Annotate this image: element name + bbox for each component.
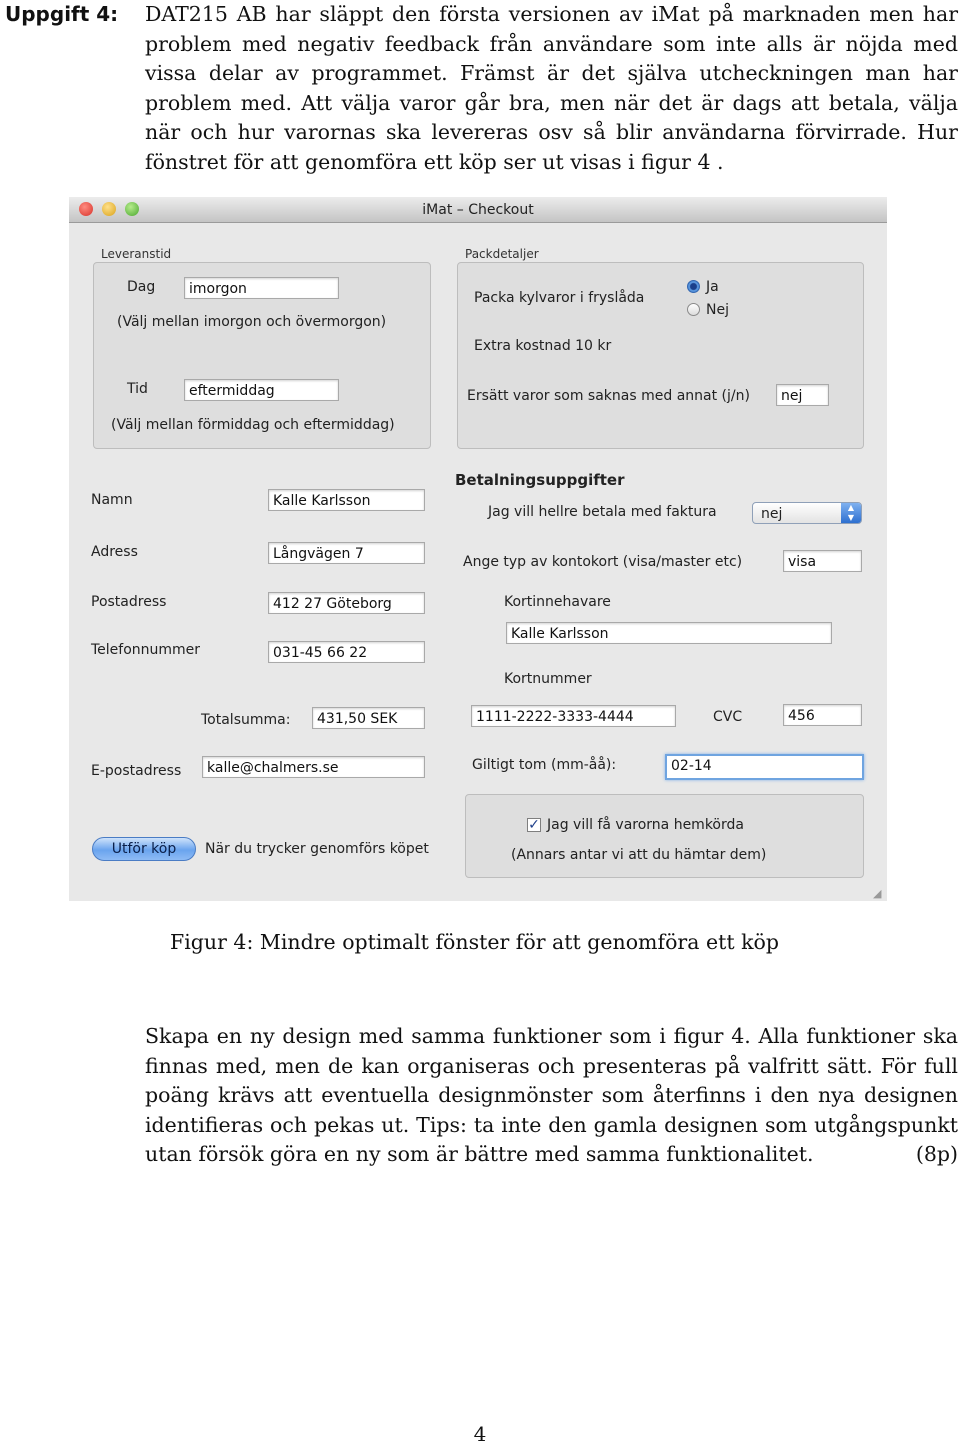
total-label: Totalsumma: [201, 712, 291, 728]
delivery-hint: (Annars antar vi att du hämtar dem) [511, 847, 767, 863]
telefon-field[interactable]: 031-45 66 22 [268, 641, 425, 663]
delivery-checkbox[interactable]: ✓ [528, 817, 540, 833]
packdetaljer-title: Packdetaljer [465, 247, 539, 261]
namn-field[interactable]: Kalle Karlsson [268, 489, 425, 511]
tid-label: Tid [127, 381, 148, 397]
delivery-group [465, 794, 864, 878]
dag-field[interactable]: imorgon [184, 277, 339, 299]
task-points: (8p) [915, 1142, 958, 1166]
kortyp-field[interactable]: visa [783, 550, 862, 572]
total-field: 431,50 SEK [312, 707, 425, 729]
delivery-checkbox-label: Jag vill få varorna hemkörda [547, 817, 744, 833]
task-label: Uppgift 4: [5, 2, 119, 26]
window-title: iMat – Checkout [422, 202, 534, 218]
cvc-field[interactable]: 456 [783, 704, 862, 726]
telefon-label: Telefonnummer [91, 642, 201, 658]
epost-field[interactable]: kalle@chalmers.se [202, 756, 425, 778]
innehavare-field[interactable]: Kalle Karlsson [506, 622, 832, 644]
innehavare-label: Kortinnehavare [504, 594, 611, 610]
freezer-label: Packa kylvaror i fryslåda [474, 290, 645, 306]
giltig-label: Giltigt tom (mm-åå): [472, 757, 617, 773]
radio-nej-label: Nej [706, 302, 729, 318]
postadress-field[interactable]: 412 27 Göteborg [268, 592, 425, 614]
select-arrows-icon: ▲ ▼ [841, 503, 861, 523]
namn-label: Namn [91, 492, 133, 508]
leveranstid-title: Leveranstid [101, 247, 172, 261]
kortnummer-field[interactable]: 1111-2222-3333-4444 [471, 705, 676, 727]
postadress-label: Postadress [91, 594, 167, 610]
kortyp-label: Ange typ av kontokort (visa/master etc) [463, 554, 743, 570]
task-text: Skapa en ny design med samma funktioner som i figur 4. Alla funktioner ska finnas med, men de kan organiseras och presenteras på valfritt sätt. För full poäng krävs att eventuella designmönster som återfinns i den nya designen identifieras och pekas ut. Tips: ta inte den gamla designen som utgångspunkt utan försök göra en ny som är bättre med samma funktionalitet. [145, 1024, 958, 1166]
faktura-select-value: nej [761, 506, 783, 522]
utfor-kop-button[interactable]: Utför köp [92, 837, 196, 861]
replace-label: Ersätt varor som saknas med annat (j/n) [467, 388, 750, 404]
intro-paragraph: DAT215 AB har släppt den första versionen av iMat på marknaden men har problem med negativ feedback från användare som inte alls är nöjda med vissa delar av programmet. Främst är det själva utcheckningen man har problem med. Att välja varor går bra, men när det är dags att betala, välja när och hur varornas ska levereras osv så blir användarna förvirrade. Hur fönstret för att genomföra ett köp ser ut visas i figur 4 . [145, 2, 958, 174]
tid-hint: (Välj mellan förmiddag och eftermiddag) [111, 417, 395, 433]
adress-label: Adress [91, 544, 138, 560]
task-paragraph [145, 1022, 958, 1170]
replace-field[interactable]: nej [776, 384, 829, 406]
radio-ja[interactable] [687, 280, 700, 293]
giltig-field[interactable]: 02-14 [665, 754, 864, 780]
radio-nej[interactable] [687, 303, 700, 316]
radio-ja-label: Ja [706, 279, 719, 295]
window-titlebar [69, 197, 887, 223]
page-number: 4 [473, 1422, 487, 1446]
cvc-label: CVC [713, 709, 743, 725]
kortnummer-label: Kortnummer [504, 671, 592, 687]
resize-grip-icon[interactable]: ◢ [873, 887, 882, 900]
dag-hint: (Välj mellan imorgon och övermorgon) [117, 314, 387, 330]
extra-cost-text: Extra kostnad 10 kr [474, 338, 612, 354]
adress-field[interactable]: Långvägen 7 [268, 542, 425, 564]
payment-title: Betalningsuppgifter [455, 471, 625, 489]
checkout-window [69, 197, 887, 901]
tid-field[interactable]: eftermiddag [184, 379, 339, 401]
figure-caption: Figur 4: Mindre optimalt fönster för att genomföra ett köp [170, 930, 779, 954]
faktura-label: Jag vill hellre betala med faktura [488, 504, 717, 520]
faktura-select[interactable] [752, 502, 862, 524]
epost-label: E-postadress [91, 763, 182, 779]
dag-label: Dag [127, 279, 156, 295]
submit-hint: När du trycker genomförs köpet [205, 841, 429, 857]
